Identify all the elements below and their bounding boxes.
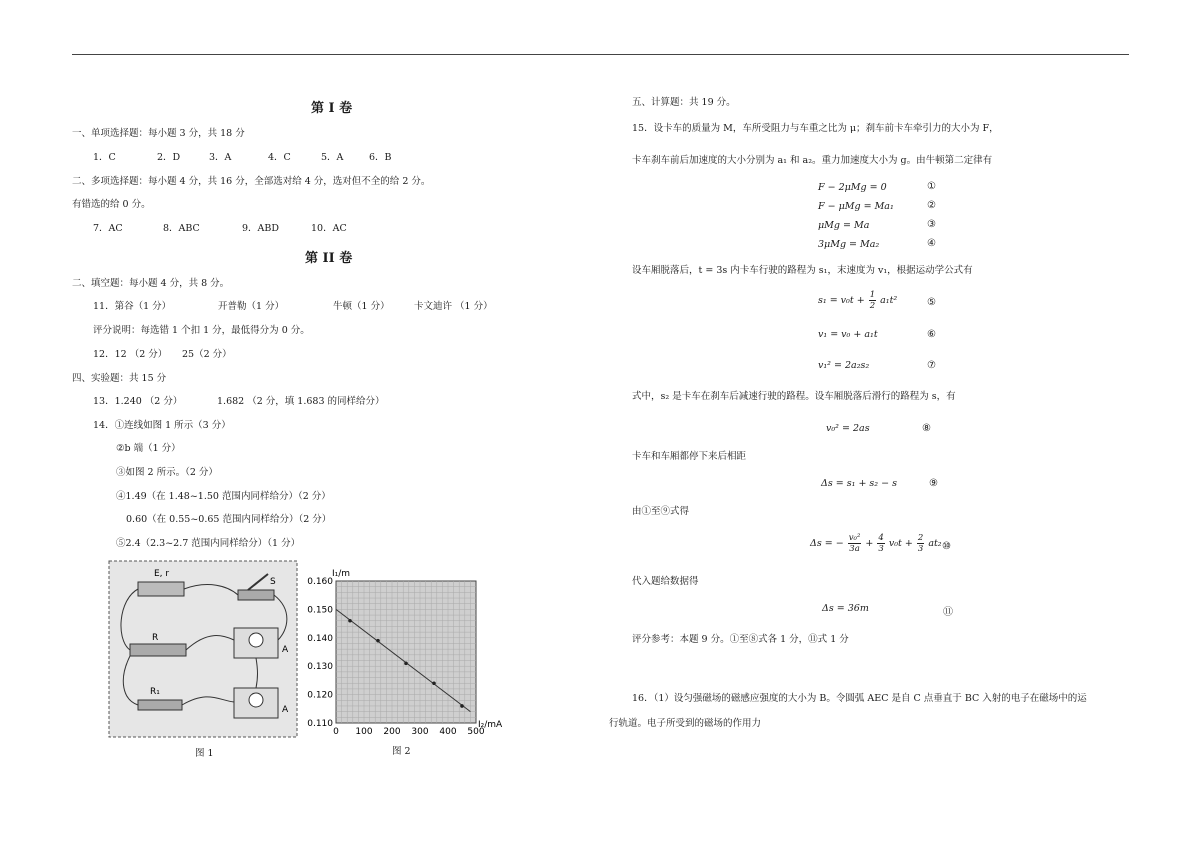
newton-eq-3: μMg = Ma xyxy=(818,220,870,231)
single-answer-1: 1．C xyxy=(93,152,116,163)
mark-2: ② xyxy=(927,200,936,211)
section-experiment: 四、实验题：共 15 分 xyxy=(72,373,167,384)
eq10-plus: + xyxy=(865,538,874,549)
fraction-half xyxy=(869,290,876,311)
part2-title: 第 II 卷 xyxy=(305,251,353,266)
eq10-fraction-1 xyxy=(848,533,862,554)
single-answer-2: 2．D xyxy=(157,152,181,163)
part1-title: 第 I 卷 xyxy=(311,101,353,116)
x-tick-label: 200 xyxy=(383,727,401,737)
single-answer-3: 3．A xyxy=(209,152,232,163)
q15-paragraph-5: 由①至⑨式得 xyxy=(632,506,690,517)
mark-6: ⑥ xyxy=(927,329,936,340)
header-rule xyxy=(72,54,1129,55)
eq10-f2-den: 3 xyxy=(878,544,884,554)
multi-answer-7: 7．AC xyxy=(93,223,123,234)
q12-answer-2: 25（2 分） xyxy=(182,349,232,360)
mark-7: ⑦ xyxy=(927,360,936,371)
x-tick-label: 400 xyxy=(439,727,457,737)
plot-area xyxy=(336,581,476,723)
single-answer-6: 6．B xyxy=(369,152,392,163)
newton-eq-4: 3μMg = Ma₂ xyxy=(818,239,880,250)
kinematics-eq-1-lhs: s₁ = v₀t + xyxy=(818,295,865,306)
section-calculation: 五、计算题：共 19 分。 xyxy=(632,97,736,108)
q15-paragraph-3: 式中，s₂ 是卡车在刹车后减速行驶的路程。设车厢脱落后滑行的路程为 s，有 xyxy=(632,391,956,402)
circuit-figure xyxy=(108,560,298,738)
y-tick-label: 0.150 xyxy=(307,605,333,616)
rheostat xyxy=(130,644,186,656)
y-tick-label: 0.130 xyxy=(307,662,333,673)
mark-8: ⑧ xyxy=(922,423,931,434)
eq10-tail: at₂ xyxy=(928,538,942,549)
chart-figure2 xyxy=(300,565,510,745)
eq10-f1-num: v₀² xyxy=(848,533,861,543)
q15-paragraph-6: 代入题给数据得 xyxy=(632,576,699,587)
multi-answer-9: 9．ABD xyxy=(242,223,280,234)
ammeter-1-label: A xyxy=(282,645,289,655)
mark-5: ⑤ xyxy=(927,297,936,308)
q12-answer-1: 12．12 （2 分） xyxy=(93,349,168,360)
q11-answer-3: 牛顿（1 分） xyxy=(333,301,390,312)
kinematics-eq-1-rhs: a₁t² xyxy=(880,295,898,306)
q14-answer-3: ③如图 2 所示。（2 分） xyxy=(116,467,218,478)
newton-eq-2: F − μMg = Ma₁ xyxy=(818,201,894,212)
eq10-fraction-2 xyxy=(877,533,884,554)
q16-line-1: 16．（1）设匀强磁场的磁感应强度的大小为 B。令圆弧 AEC 是自 C 点垂直于 BC 入射的电子在磁场中的运 xyxy=(632,693,1087,704)
switch xyxy=(238,590,274,600)
eq10-fraction-3 xyxy=(917,533,924,554)
y-axis-label: I₁/m xyxy=(332,569,351,579)
eq10-f3-den: 3 xyxy=(917,544,924,554)
multi-answer-8: 8．ABC xyxy=(163,223,200,234)
x-axis-label: I₂/mA xyxy=(478,720,503,730)
mark-10: ⑩ xyxy=(942,541,951,552)
resistor-r1-label: R₁ xyxy=(150,687,160,697)
q15-paragraph-2: 设车厢脱落后，t = 3s 内卡车行驶的路程为 s₁，末速度为 v₁，根据运动学公式有 xyxy=(632,265,973,276)
half-numerator: 1 xyxy=(869,290,876,300)
q11-answer-4: 卡文迪许 （1 分） xyxy=(414,301,493,312)
section-fill-blank: 二、填空题：每小题 4 分，共 8 分。 xyxy=(72,278,230,289)
kinematics-eq-1 xyxy=(818,290,897,311)
q15-scoring: 评分参考：本题 9 分。①至⑧式各 1 分，⑪式 1 分 xyxy=(632,634,849,645)
newton-eq-1: F − 2μMg = 0 xyxy=(818,182,887,193)
q14-answer-2: ②b 端（1 分） xyxy=(116,443,181,454)
data-point xyxy=(404,662,408,666)
q14-answer-6: ⑤2.4（2.3~2.7 范围内同样给分）（1 分） xyxy=(116,538,301,549)
q15-intro-2: 卡车刹车前后加速度的大小分别为 a₁ 和 a₂。重力加速度大小为 g。由牛顿第二定律有 xyxy=(632,155,993,166)
y-tick-label: 0.110 xyxy=(307,719,333,729)
q11-answer-1: 11．第谷（1 分） xyxy=(93,301,172,312)
battery-label: E, r xyxy=(154,569,170,579)
x-tick-label: 100 xyxy=(355,727,373,737)
eq10-mid: v₀t + xyxy=(888,538,913,549)
figure1-caption: 图 1 xyxy=(195,748,214,759)
ammeter-2-label: A xyxy=(282,705,289,715)
x-tick-label: 500 xyxy=(467,727,485,737)
q13-answer-1: 13．1.240 （2 分） xyxy=(93,396,183,407)
mark-9: ⑨ xyxy=(929,478,938,489)
q15-intro-1: 15．设卡车的质量为 M，车所受阻力与车重之比为 μ；刹车前卡车牵引力的大小为 F， xyxy=(632,123,999,134)
section-multi-choice: 二、多项选择题：每小题 4 分，共 16 分，全部选对给 4 分，选对但不全的给 2 分。 xyxy=(72,176,431,187)
y-tick-label: 0.160 xyxy=(307,577,333,587)
section-multi-choice-note: 有错选的给 0 分。 xyxy=(72,199,151,210)
x-tick-label: 0 xyxy=(333,727,339,737)
q16-line-2: 行轨道。电子所受到的磁场的作用力 xyxy=(609,718,762,729)
eq10-f3-num: 2 xyxy=(917,533,924,543)
equation-9: Δs = s₁ + s₂ − s xyxy=(821,478,897,489)
data-point xyxy=(376,639,380,643)
resistor-r1 xyxy=(138,700,182,710)
figure2-caption: 图 2 xyxy=(392,746,411,757)
section-single-choice: 一、单项选择题：每小题 3 分，共 18 分 xyxy=(72,128,245,139)
kinematics-eq-2: v₁ = v₀ + a₁t xyxy=(818,329,878,340)
x-tick-label: 300 xyxy=(411,727,429,737)
data-point xyxy=(460,704,464,708)
q11-scoring-note: 评分说明：每选错 1 个扣 1 分，最低得分为 0 分。 xyxy=(93,325,310,336)
mark-3: ③ xyxy=(927,219,936,230)
eq10-f1-den: 3a xyxy=(849,544,860,554)
mark-4: ④ xyxy=(927,238,936,249)
equation-8: v₀² = 2as xyxy=(826,423,870,434)
q14-answer-5: 0.60（在 0.55~0.65 范围内同样给分）（2 分） xyxy=(126,514,332,525)
multi-answer-10: 10．AC xyxy=(311,223,347,234)
battery xyxy=(138,582,184,596)
q11-answer-2: 开普勒（1 分） xyxy=(218,301,285,312)
q15-paragraph-4: 卡车和车厢都停下来后相距 xyxy=(632,451,747,462)
y-tick-label: 0.120 xyxy=(307,690,333,701)
eq10-lhs: Δs = − xyxy=(810,538,844,549)
equation-11: Δs = 36m xyxy=(822,603,869,614)
half-denominator: 2 xyxy=(869,301,876,311)
data-point xyxy=(432,681,436,685)
q14-answer-1: 14．①连线如图 1 所示（3 分） xyxy=(93,420,231,431)
equation-10 xyxy=(810,533,942,554)
mark-11: ⑪ xyxy=(943,607,953,618)
q13-answer-2: 1.682 （2 分，填 1.683 的同样给分） xyxy=(217,396,385,407)
mark-1: ① xyxy=(927,181,936,192)
data-point xyxy=(348,619,352,623)
single-answer-4: 4．C xyxy=(268,152,291,163)
switch-label: S xyxy=(270,577,276,587)
rheostat-label: R xyxy=(152,633,159,643)
single-answer-5: 5．A xyxy=(321,152,344,163)
y-tick-label: 0.140 xyxy=(307,633,333,644)
kinematics-eq-3: v₁² = 2a₂s₂ xyxy=(818,360,870,371)
eq10-f2-num: 4 xyxy=(878,533,884,543)
q14-answer-4: ④1.49（在 1.48~1.50 范围内同样给分）（2 分） xyxy=(116,491,331,502)
